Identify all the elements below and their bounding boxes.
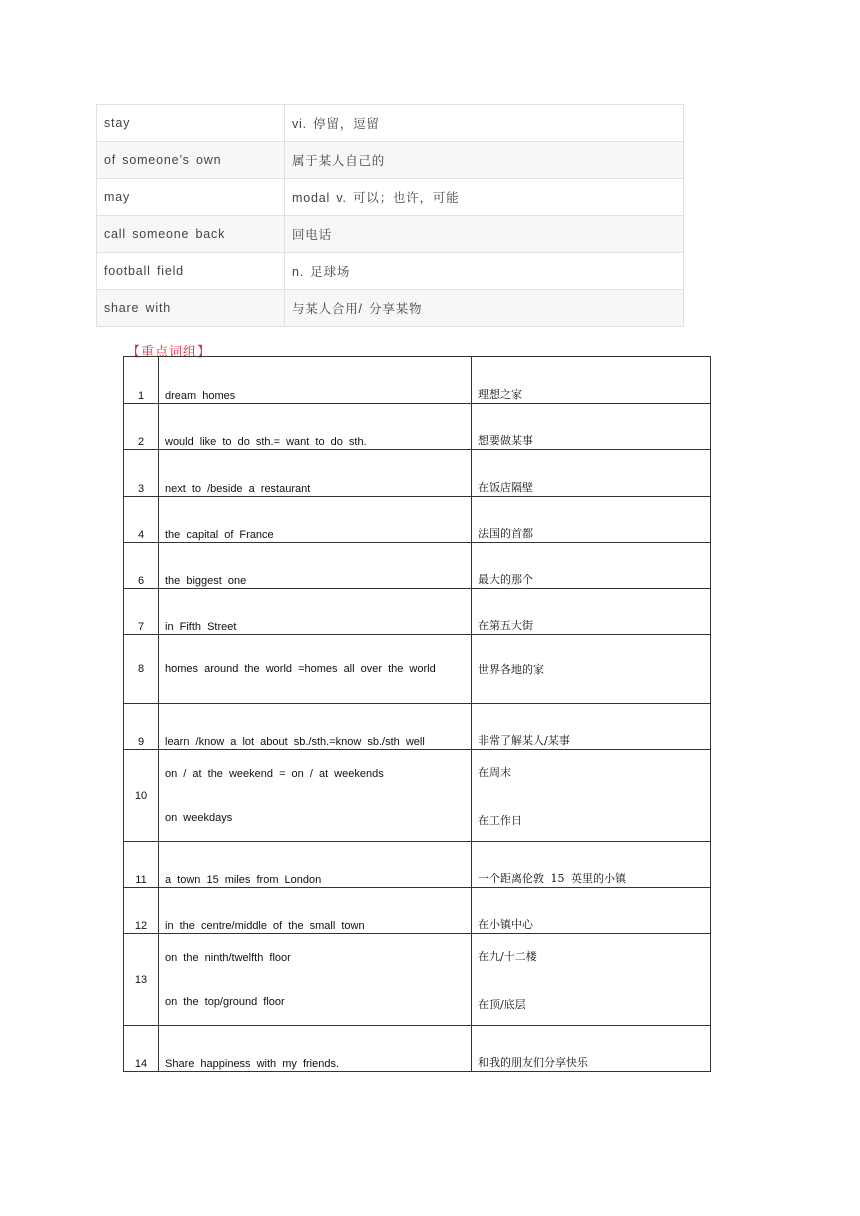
vocab-meaning: 与某人合用/ 分享某物 — [285, 290, 684, 327]
phrase-chinese-cell — [472, 750, 711, 842]
phrase-english: on the ninth/twelfth floor — [165, 951, 291, 964]
phrase-row — [124, 404, 711, 450]
phrase-row — [124, 1026, 711, 1072]
vocab-word: share with — [97, 290, 285, 327]
phrase-number: 6 — [124, 543, 159, 589]
phrase-row — [124, 934, 711, 1026]
phrase-english-second: on weekdays — [165, 811, 233, 824]
phrase-english: on / at the weekend = on / at weekends — [165, 767, 384, 780]
vocab-meaning: modal v. 可以；也许，可能 — [285, 179, 684, 216]
phrase-chinese: 最大的那个 — [472, 543, 711, 589]
phrase-row — [124, 888, 711, 934]
phrase-english: the capital of France — [159, 497, 472, 543]
vocab-row — [97, 142, 684, 179]
key-phrases-table — [123, 356, 711, 1072]
vocab-row — [97, 179, 684, 216]
vocab-word: may — [97, 179, 285, 216]
phrase-english: Share happiness with my friends. — [159, 1026, 472, 1072]
phrase-chinese: 法国的首都 — [472, 497, 711, 543]
phrase-chinese: 和我的朋友们分享快乐 — [472, 1026, 711, 1072]
phrase-number: 13 — [124, 934, 159, 1026]
phrase-english: in the centre/middle of the small town — [159, 888, 472, 934]
phrase-english: the biggest one — [159, 543, 472, 589]
phrase-english: learn /know a lot about sb./sth.=know sb./sth well — [159, 704, 472, 750]
phrase-number: 1 — [124, 357, 159, 404]
phrase-english-cell — [159, 750, 472, 842]
phrase-number: 12 — [124, 888, 159, 934]
phrase-chinese-second: 在顶/底层 — [478, 997, 526, 1011]
phrase-number: 3 — [124, 450, 159, 497]
phrase-english-cell — [159, 934, 472, 1026]
phrase-english: dream homes — [159, 357, 472, 404]
vocab-word: stay — [97, 105, 285, 142]
phrase-english: would like to do sth.= want to do sth. — [159, 404, 472, 450]
vocab-row — [97, 253, 684, 290]
phrase-chinese: 在小镇中心 — [472, 888, 711, 934]
phrase-chinese: 世界各地的家 — [472, 635, 711, 704]
phrase-number: 8 — [124, 635, 159, 704]
phrase-row — [124, 543, 711, 589]
vocab-row — [97, 216, 684, 253]
phrase-number: 4 — [124, 497, 159, 543]
phrase-english: in Fifth Street — [159, 589, 472, 635]
phrase-number: 14 — [124, 1026, 159, 1072]
vocab-meaning: n. 足球场 — [285, 253, 684, 290]
vocab-word: call someone back — [97, 216, 285, 253]
phrase-row — [124, 357, 711, 404]
phrase-row — [124, 497, 711, 543]
phrase-number: 9 — [124, 704, 159, 750]
phrase-chinese: 想要做某事 — [472, 404, 711, 450]
phrase-chinese: 一个距离伦敦 15 英里的小镇 — [472, 842, 711, 888]
phrase-chinese: 非常了解某人/某事 — [472, 704, 711, 750]
phrase-number: 10 — [124, 750, 159, 842]
phrase-number: 11 — [124, 842, 159, 888]
phrase-chinese: 在九/十二楼 — [478, 949, 537, 963]
phrase-chinese-cell — [472, 934, 711, 1026]
phrase-english: homes around the world =homes all over the world — [159, 635, 472, 704]
phrase-english: a town 15 miles from London — [159, 842, 472, 888]
vocab-row — [97, 105, 684, 142]
phrase-chinese: 在饭店隔壁 — [472, 450, 711, 497]
phrase-chinese: 理想之家 — [472, 357, 711, 404]
phrase-chinese-second: 在工作日 — [478, 813, 522, 827]
phrase-number: 7 — [124, 589, 159, 635]
section-title: 【重点词组】 — [127, 344, 212, 359]
phrase-chinese: 在第五大街 — [472, 589, 711, 635]
phrase-number: 2 — [124, 404, 159, 450]
phrase-row — [124, 450, 711, 497]
phrase-english-second: on the top/ground floor — [165, 995, 285, 1008]
vocab-meaning: vi. 停留，逗留 — [285, 105, 684, 142]
phrase-row — [124, 635, 711, 704]
phrase-row — [124, 750, 711, 842]
vocab-meaning: 属于某人自己的 — [285, 142, 684, 179]
phrase-row — [124, 589, 711, 635]
vocab-word: of someone’s own — [97, 142, 285, 179]
vocab-meaning: 回电话 — [285, 216, 684, 253]
phrase-chinese: 在周末 — [478, 765, 511, 779]
phrase-row — [124, 704, 711, 750]
phrase-row — [124, 842, 711, 888]
vocabulary-table — [96, 104, 684, 327]
phrase-english: next to /beside a restaurant — [159, 450, 472, 497]
vocab-word: football field — [97, 253, 285, 290]
vocab-row — [97, 290, 684, 327]
